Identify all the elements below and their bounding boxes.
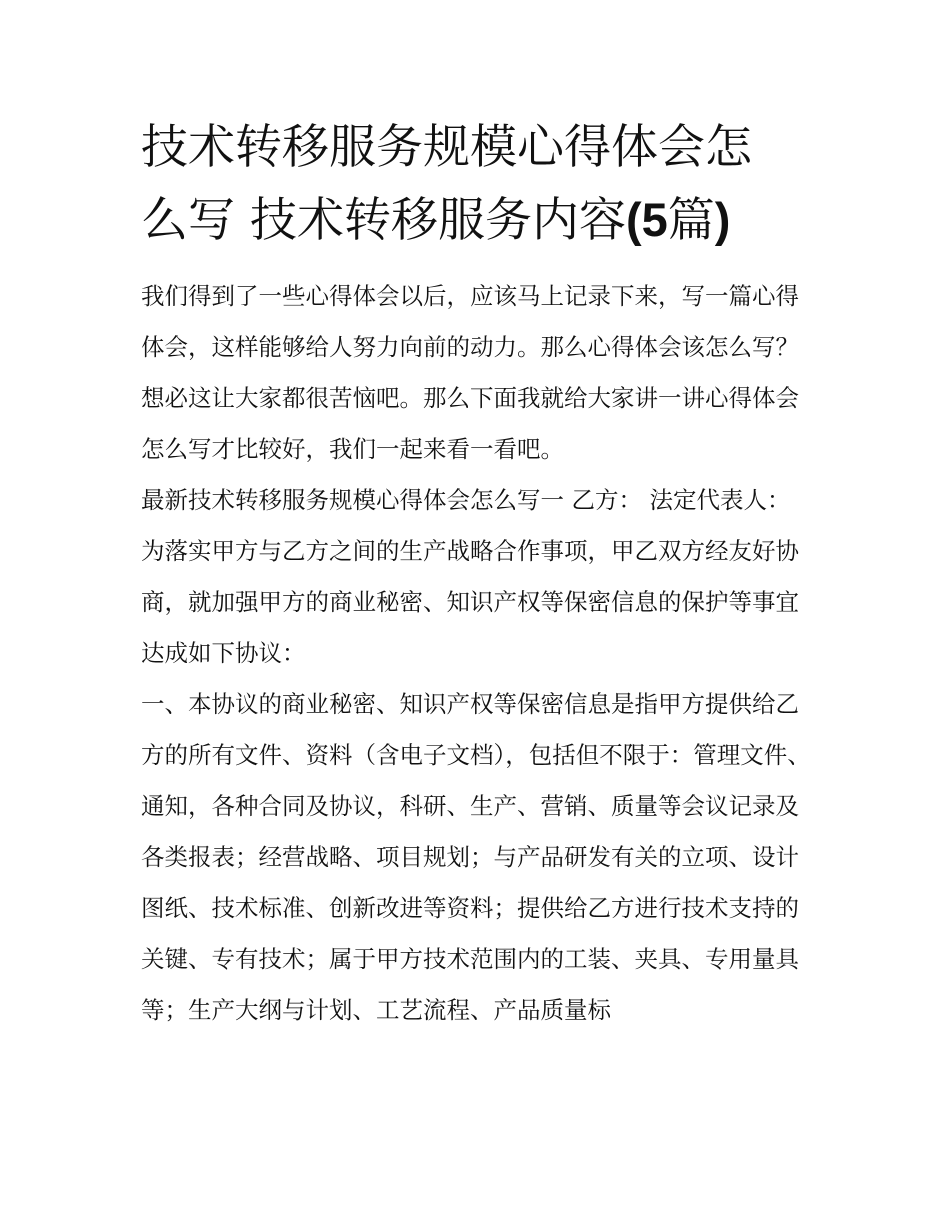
- title-line-1: 技术转移服务规模心得体会怎: [141, 120, 752, 175]
- paragraph-purpose: 为落实甲方与乙方之间的生产战略合作事项，甲乙双方经友好协商，就加强甲方的商业秘密、知识产权等保密信息的保护等事宜达成如下协议：: [141, 537, 799, 667]
- title-line-2-close: ): [714, 193, 731, 246]
- paragraph-intro: 我们得到了一些心得体会以后，应该马上记录下来，写一篇心得体会，这样能够给人努力向前的动力。那么心得体会该怎么写？想必这让大家都很苦恼吧。那么下面我就给大家讲一讲心得体会怎么写才比较好，我们一起来看一看吧。: [141, 282, 799, 463]
- title-line-2-text: 么写 技术转移服务内容: [141, 193, 626, 248]
- paragraph-heading-one: 最新技术转移服务规模心得体会怎么写一 乙方： 法定代表人：: [141, 486, 791, 514]
- title-line-2-count: (5: [625, 193, 668, 246]
- document-content: [141, 112, 813, 1036]
- paragraph-clause-one: 一、本协议的商业秘密、知识产权等保密信息是指甲方提供给乙方的所有文件、资料（含电子文档），包括但不限于：管理文件、通知，各种合同及协议，科研、生产、营销、质量等会议记录及各类报表；经营战略、项目规划；与产品研发有关的立项、设计图纸、技术标准、创新改进等资料；提供给乙方进行技术支持的关键、专有技术；属于甲方技术范围内的工装、夹具、专用量具等；生产大纲与计划、工艺流程、产品质量标: [141, 690, 811, 1024]
- document-title: [141, 112, 813, 257]
- document-body: [141, 271, 813, 1036]
- title-line-2-unit: 篇: [667, 193, 715, 248]
